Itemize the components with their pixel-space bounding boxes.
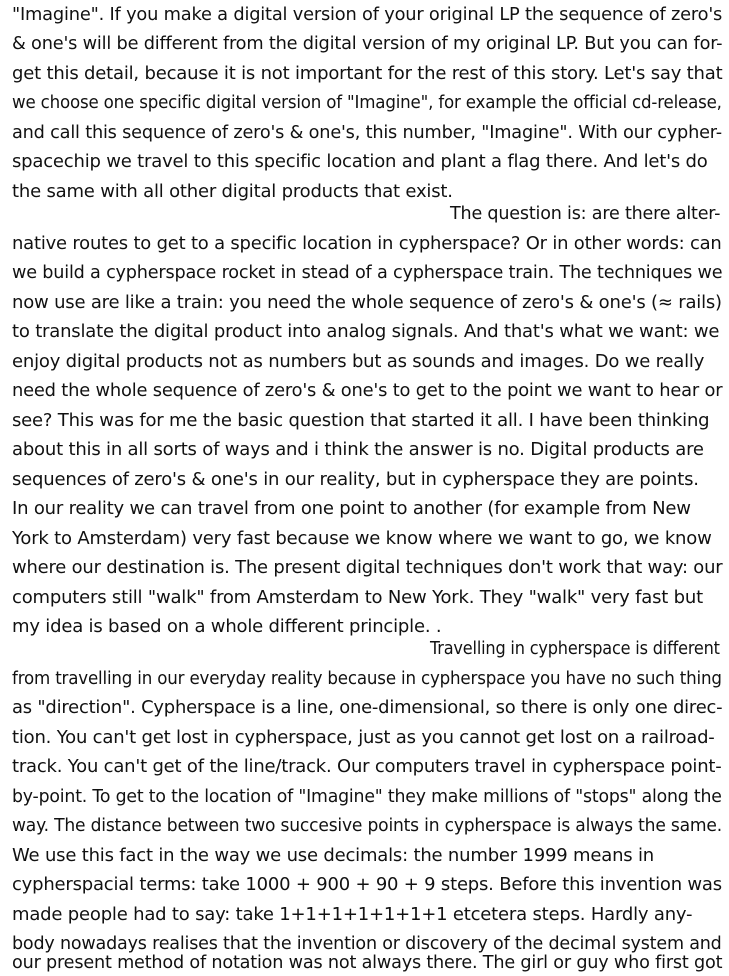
- text-line: tion. You can't get lost in cypherspace, just as you cannot get lost on a railroad-: [12, 727, 715, 748]
- text-line: Travelling in cypherspace is different: [430, 638, 720, 659]
- text-line: cypherspacial terms: take 1000 + 900 + 90 + 9 steps. Before this invention was: [12, 874, 722, 895]
- text-line: now use are like a train: you need the whole sequence of zero's & one's (≈ rails): [12, 292, 722, 313]
- text-line: sequences of zero's & one's in our reality, but in cypherspace they are points.: [12, 469, 699, 490]
- text-line: get this detail, because it is not important for the rest of this story. Let's say that: [12, 63, 723, 84]
- text-line: where our destination is. The present digital techniques don't work that way: our: [12, 557, 723, 578]
- text-line: our present method of notation was not always there. The girl or guy who first got: [12, 952, 723, 973]
- text-line: as "direction". Cypherspace is a line, one-dimensional, so there is only one direc-: [12, 697, 723, 718]
- text-line: We use this fact in the way we use decimals: the number 1999 means in: [12, 845, 654, 866]
- text-line: about this in all sorts of ways and i think the answer is no. Digital products are: [12, 439, 704, 460]
- text-line: York to Amsterdam) very fast because we know where we want to go, we know: [12, 528, 712, 549]
- text-line: we choose one specific digital version of "Imagine", for example the official cd-release,: [12, 92, 722, 113]
- text-line: the same with all other digital products that exist.: [12, 181, 453, 202]
- text-line: track. You can't get of the line/track. Our computers travel in cypherspace point-: [12, 756, 722, 777]
- text-line: we build a cypherspace rocket in stead of a cypherspace train. The techniques we: [12, 262, 723, 283]
- text-line: & one's will be different from the digital version of my original LP. But you can for-: [12, 33, 723, 54]
- text-line: and call this sequence of zero's & one's, this number, "Imagine". With our cypher-: [12, 122, 722, 143]
- text-line: body nowadays realises that the invention or discovery of the decimal system and: [12, 933, 722, 954]
- text-line: computers still "walk" from Amsterdam to New York. They "walk" very fast but: [12, 587, 703, 608]
- text-line: my idea is based on a whole different principle. .: [12, 616, 442, 637]
- text-line: from travelling in our everyday reality because in cypherspace you have no such thing: [12, 668, 722, 689]
- text-line: In our reality we can travel from one point to another (for example from New: [12, 498, 691, 519]
- text-line: to translate the digital product into analog signals. And that's what we want: we: [12, 321, 720, 342]
- text-line: "Imagine". If you make a digital version of your original LP the sequence of zero's: [12, 4, 723, 25]
- text-line: way. The distance between two succesive points in cypherspace is always the same.: [12, 815, 722, 836]
- text-line: see? This was for me the basic question that started it all. I have been thinking: [12, 410, 710, 431]
- text-line: made people had to say: take 1+1+1+1+1+1+1 etcetera steps. Hardly any-: [12, 904, 693, 925]
- text-line: by-point. To get to the location of "Imagine" they make millions of "stops" along the: [12, 786, 722, 807]
- text-line: native routes to get to a specific location in cypherspace? Or in other words: can: [12, 233, 722, 254]
- text-line: The question is: are there alter-: [450, 203, 721, 224]
- text-line: need the whole sequence of zero's & one's to get to the point we want to hear or: [12, 380, 723, 401]
- text-line: spacechip we travel to this specific location and plant a flag there. And let's do: [12, 151, 708, 172]
- text-line: enjoy digital products not as numbers but as sounds and images. Do we really: [12, 351, 705, 372]
